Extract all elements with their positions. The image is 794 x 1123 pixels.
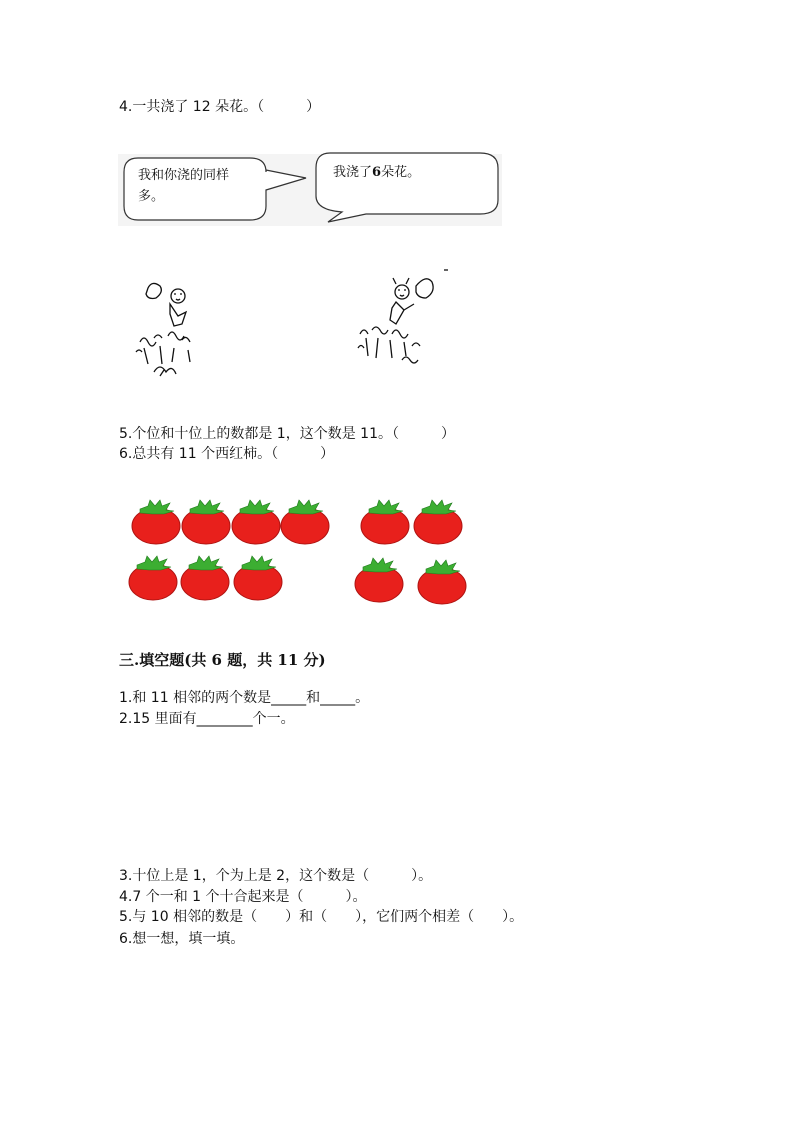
question-5: 5.个位和十位上的数都是 1，这个数是 11。（ ）	[119, 426, 455, 442]
tomato	[361, 500, 409, 544]
fill-question-5: 5.与 10 相邻的数是（ ）和（ ），它们两个相差（ ）。	[119, 909, 524, 925]
tomatoes-illustration	[124, 492, 474, 610]
tomato	[129, 556, 177, 600]
gardener-right-drawing	[352, 268, 450, 376]
fill-question-4: 4.7 个一和 1 个十合起来是（ ）。	[119, 889, 367, 905]
fill-question-6: 6.想一想，填一填。	[119, 931, 245, 947]
tomato	[181, 556, 229, 600]
tomato	[281, 500, 329, 544]
tomato	[234, 556, 282, 600]
tomato	[418, 560, 466, 604]
tomato	[132, 500, 180, 544]
bubble-left-text: 我和你浇的同样 多。	[138, 168, 230, 204]
fill-question-3: 3.十位上是 1，个为上是 2，这个数是（ ）。	[119, 868, 433, 884]
question-6: 6.总共有 11 个西红柿。（ ）	[119, 446, 335, 462]
fill-question-2: 2.15 里面有________个一。	[119, 711, 295, 727]
tomato	[355, 558, 403, 602]
section-heading: 三.填空题(共 6 题，共 11 分)	[119, 651, 326, 669]
question-4: 4.一共浇了 12 朵花。（ ）	[119, 99, 321, 115]
fill-question-1: 1.和 11 相邻的两个数是_____和_____。	[119, 690, 370, 706]
tomato	[414, 500, 462, 544]
tomato	[232, 500, 280, 544]
bubble-right-text: 我浇了6朵花。	[333, 165, 421, 180]
gardener-left-drawing	[130, 276, 200, 381]
tomato	[182, 500, 230, 544]
